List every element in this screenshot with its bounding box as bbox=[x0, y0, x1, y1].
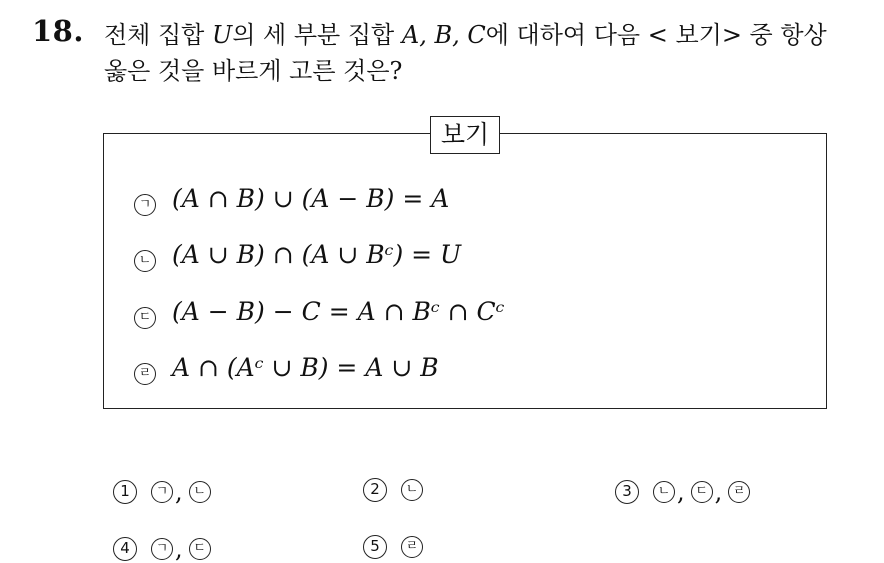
stem-sets-abc: A, B, C bbox=[401, 21, 486, 49]
answer-choice-5[interactable] bbox=[363, 535, 423, 559]
statement-mark: ㄴ bbox=[134, 250, 156, 272]
answer-choice-4[interactable]: 4 ㄱ , ㄷ bbox=[113, 535, 211, 563]
choice-mark: ㄷ bbox=[691, 481, 713, 503]
choice-mark: ㄴ bbox=[189, 481, 211, 503]
choice-mark: ㄱ bbox=[151, 481, 173, 503]
statement-expr: (A ∩ B) ∪ (A − B) = A bbox=[172, 184, 450, 213]
statement-4 bbox=[134, 353, 439, 384]
statement-2 bbox=[134, 240, 461, 271]
choice-mark: ㄷ bbox=[189, 538, 211, 560]
choice-mark: ㄴ bbox=[653, 481, 675, 503]
statement-expr: (A ∪ B) ∩ (A ∪ Bᶜ) = U bbox=[172, 240, 462, 269]
choice-number: 5 bbox=[363, 535, 387, 559]
statement-expr: (A − B) − C = A ∩ Bᶜ ∩ Cᶜ bbox=[172, 297, 505, 326]
answer-choice-3[interactable]: 3 ㄴ , ㄷ , ㄹ bbox=[615, 478, 750, 506]
statement-mark: ㄷ bbox=[134, 307, 156, 329]
choice-mark: ㄹ bbox=[401, 536, 423, 558]
choice-mark: ㄱ bbox=[151, 538, 173, 560]
question-number: 18. bbox=[32, 14, 84, 48]
choice-number: 4 bbox=[113, 537, 137, 561]
statement-mark: ㄱ bbox=[134, 194, 156, 216]
stem-text-1: 전체 집합 bbox=[104, 21, 212, 49]
statement-1 bbox=[134, 184, 449, 215]
statement-expr: A ∩ (Aᶜ ∪ B) = A ∪ B bbox=[172, 353, 439, 382]
statement-mark: ㄹ bbox=[134, 363, 156, 385]
question-stem-line1 bbox=[104, 15, 827, 50]
choice-number: 2 bbox=[363, 478, 387, 502]
choice-mark: ㄹ bbox=[728, 481, 750, 503]
statement-3 bbox=[134, 297, 504, 328]
answer-choice-2[interactable] bbox=[363, 478, 423, 502]
stem-text-2: 의 세 부분 집합 bbox=[232, 21, 402, 49]
answer-choice-1[interactable]: 1 ㄱ , ㄴ bbox=[113, 478, 211, 506]
bogi-title: 보기 bbox=[430, 116, 500, 154]
choice-number: 1 bbox=[113, 480, 137, 504]
stem-set-u: U bbox=[212, 21, 233, 49]
choice-mark: ㄴ bbox=[401, 479, 423, 501]
question-stem-line2: 옳은 것을 바르게 고른 것은? bbox=[104, 57, 403, 85]
stem-text-3: 에 대하여 다음 < 보기> 중 항상 bbox=[485, 21, 827, 49]
choice-number: 3 bbox=[615, 480, 639, 504]
